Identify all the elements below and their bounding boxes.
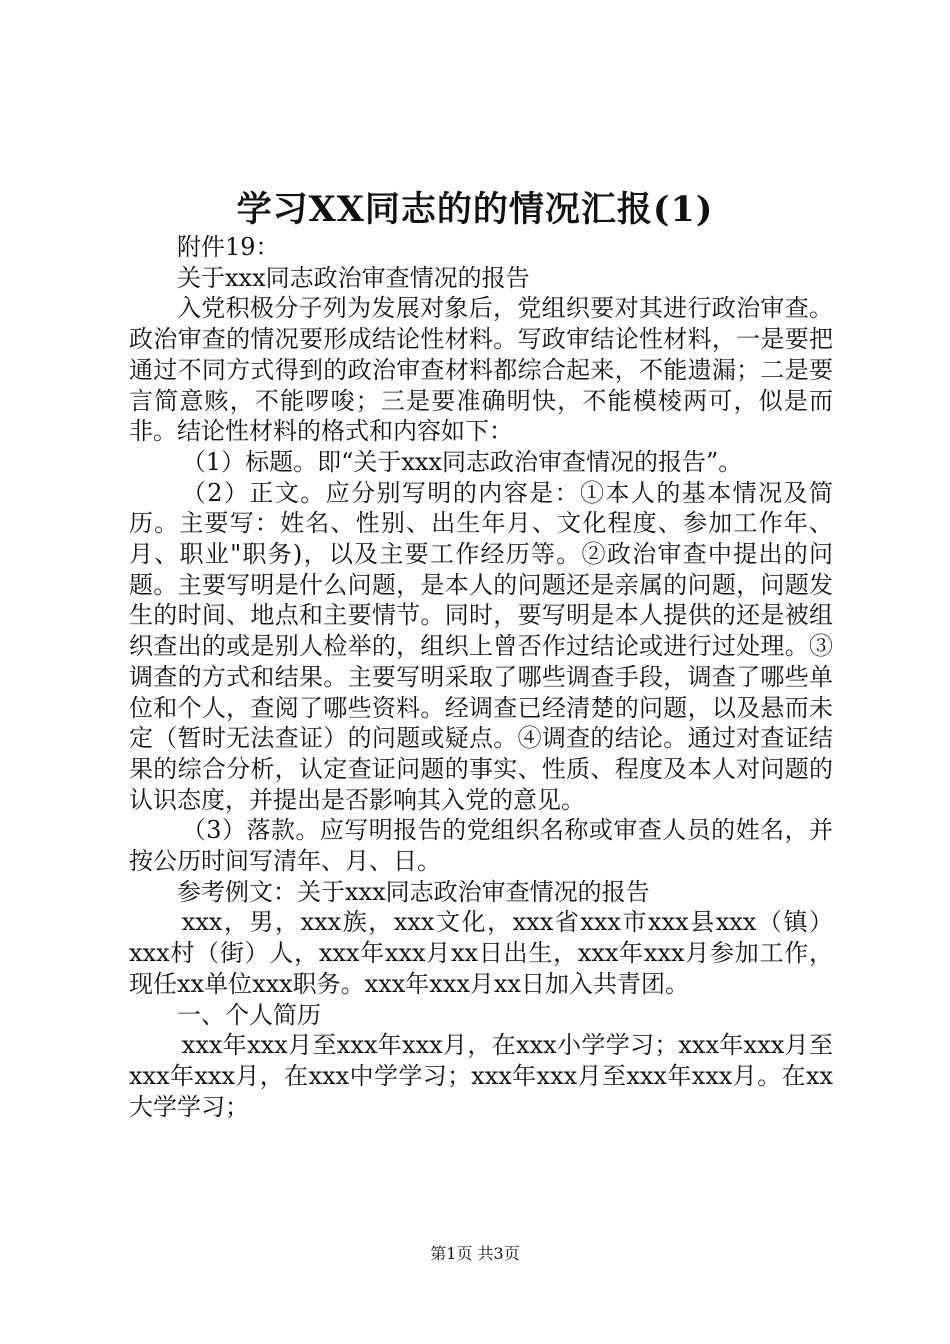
paragraph-example-profile: xxx，男，xxx族，xxx文化，xxx省xxx市xxx县xxx（镇）xxx村（街）人，xxx年xxx月xx日出生，xxx年xxx月参加工作，现任xx单位xxx职务。xxx年xxx月xx日加入共青团。 — [129, 908, 833, 998]
section-heading-resume: 一、个人简历 — [177, 1000, 321, 1029]
paragraph-body-rule: （2）正文。应分别写明的内容是：①本人的基本情况及简历。主要写：姓名、性别、出生年月、文化程度、参加工作年、月、职业"职务)，以及主要工作经历等。②政治审查中提出的问题。主要写明是什么问题，是本人的问题还是亲属的问题，问题发生的时间、地点和主要情节。同时，要写明是本人提供的还是被组织查出的或是别人检举的，组织上曾否作过结论或进行过处理。③调查的方式和结果。主要写明采取了哪些调查手段，调查了哪些单位和个人，查阅了哪些资料。经调查已经清楚的问题，以及悬而未定（暂时无法查证）的问题或疑点。④调查的结论。通过对查证结果的综合分析，认定查证问题的事实、性质、程度及本人对问题的认识态度，并提出是否影响其入党的意见。 — [129, 478, 833, 814]
attachment-label: 附件19： — [177, 233, 280, 261]
paragraph-intro: 入党积极分子列为发展对象后，党组织要对其进行政治审查。政治审查的情况要形成结论性材料。写政审结论性材料，一是要把通过不同方式得到的政治审查材料都综合起来，不能遗漏；二是要言简意赅，不能啰唆；三是要准确明快，不能模棱两可，似是而非。结论性材料的格式和内容如下： — [129, 294, 833, 446]
page-number: 第1页 共3页 — [430, 1244, 520, 1263]
example-heading: 参考例文：关于xxx同志政治审查情况的报告 — [177, 877, 650, 906]
document-body — [129, 232, 833, 1122]
paragraph-signature-rule: （3）落款。应写明报告的党组织名称或审查人员的姓名，并按公历时间写清年、月、日。 — [129, 816, 833, 876]
paragraph-title-rule: （1）标题。即“关于xxx同志政治审查情况的报告”。 — [181, 447, 743, 476]
report-heading: 关于xxx同志政治审查情况的报告 — [177, 263, 530, 292]
document-title: 学习XX同志的的情况汇报(1) — [236, 189, 714, 230]
paragraph-resume: xxx年xxx月至xxx年xxx月，在xxx小学学习；xxx年xxx月至xxx年xxx月，在xxx中学学习；xxx年xxx月至xxx年xxx月。在xx大学学习； — [129, 1031, 833, 1121]
